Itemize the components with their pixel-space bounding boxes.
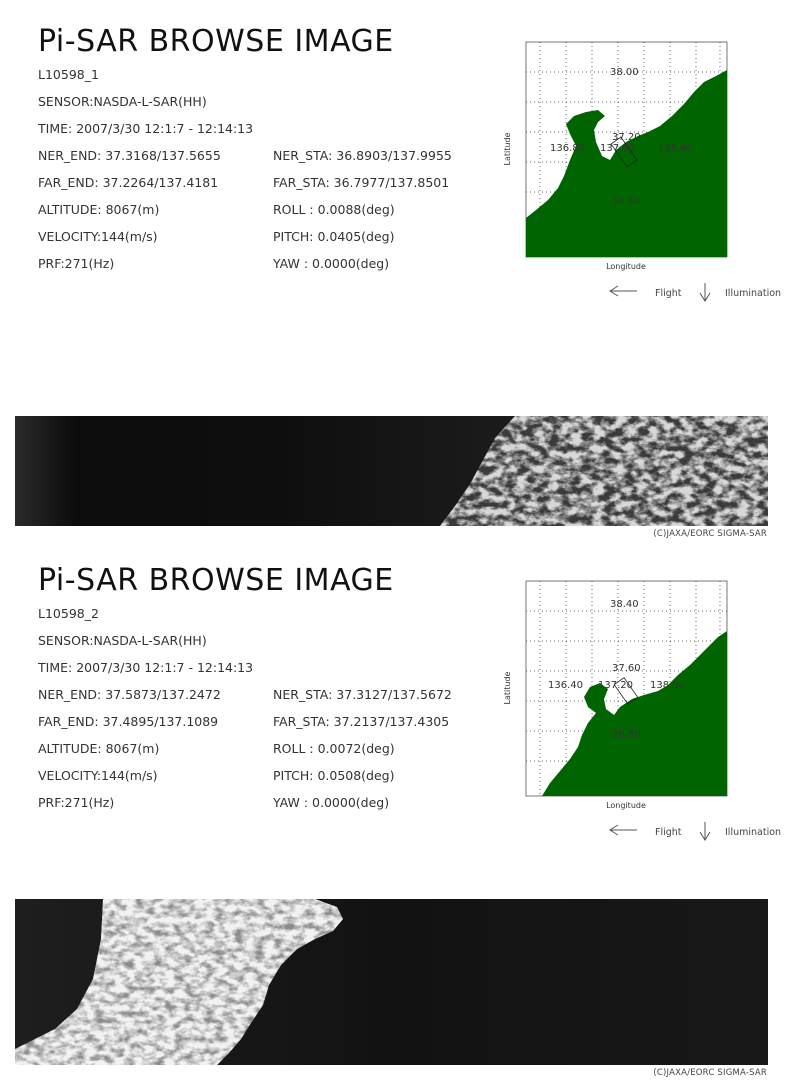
page-title: Pi-SAR BROWSE IMAGE (38, 563, 394, 598)
altitude: ALTITUDE: 8067(m) (38, 202, 160, 217)
browse-image-block-2 (0, 539, 785, 1079)
illumination-label: Illumination (725, 827, 782, 838)
illumination-arrow-icon (700, 822, 710, 840)
prf: PRF:271(Hz) (38, 795, 115, 810)
lat-label-top: 38.00 (610, 67, 639, 78)
map-ylabel: Latitude (503, 671, 512, 705)
sar-browse-image (15, 899, 768, 1065)
far-sta: FAR_STA: 37.2137/137.4305 (273, 714, 450, 729)
scene-id: L10598_2 (38, 606, 99, 621)
lat-label-low: 36.40 (612, 196, 641, 207)
scene-id: L10598_1 (38, 67, 99, 82)
map-ylabel: Latitude (503, 132, 512, 166)
pitch: PITCH: 0.0508(deg) (273, 768, 395, 783)
sensor-info: SENSOR:NASDA-L-SAR(HH) (38, 633, 207, 648)
illumination-arrow-icon (700, 283, 710, 301)
flight-arrow-icon (610, 825, 637, 835)
lat-label-low: 36.80 (612, 729, 641, 740)
roll: ROLL : 0.0088(deg) (273, 202, 395, 217)
location-map (498, 38, 738, 273)
lon-label-mid: 137.20 (598, 680, 633, 691)
lat-label-top: 38.40 (610, 599, 639, 610)
ner-end: NER_END: 37.5873/137.2472 (38, 687, 221, 702)
lon-label-right: 138.40 (658, 143, 693, 154)
far-end: FAR_END: 37.4895/137.1089 (38, 714, 219, 729)
yaw: YAW : 0.0000(deg) (273, 256, 390, 271)
copyright-text: (C)JAXA/EORC SIGMA-SAR (653, 529, 767, 539)
lat-label-mid: 37.20 (612, 132, 641, 143)
copyright-text: (C)JAXA/EORC SIGMA-SAR (653, 1068, 767, 1078)
yaw: YAW : 0.0000(deg) (273, 795, 390, 810)
flight-arrow-icon (610, 286, 637, 296)
map-xlabel: Longitude (606, 262, 646, 271)
velocity: VELOCITY:144(m/s) (38, 768, 158, 783)
flight-label: Flight (655, 288, 682, 299)
illumination-label: Illumination (725, 288, 782, 299)
direction-legend (605, 820, 785, 844)
lon-label-left: 136.40 (548, 680, 583, 691)
time-info: TIME: 2007/3/30 12:1:7 - 12:14:13 (38, 121, 254, 136)
map-xlabel: Longitude (606, 801, 646, 810)
far-sta: FAR_STA: 36.7977/137.8501 (273, 175, 450, 190)
time-info: TIME: 2007/3/30 12:1:7 - 12:14:13 (38, 660, 254, 675)
prf: PRF:271(Hz) (38, 256, 115, 271)
sensor-info: SENSOR:NASDA-L-SAR(HH) (38, 94, 207, 109)
lat-label-mid: 37.60 (612, 663, 641, 674)
lon-label-left: 136.80 (550, 143, 585, 154)
direction-legend (605, 281, 785, 305)
pitch: PITCH: 0.0405(deg) (273, 229, 395, 244)
lon-label-mid: 137.60 (600, 143, 635, 154)
velocity: VELOCITY:144(m/s) (38, 229, 158, 244)
ner-end: NER_END: 37.3168/137.5655 (38, 148, 221, 163)
far-end: FAR_END: 37.2264/137.4181 (38, 175, 219, 190)
roll: ROLL : 0.0072(deg) (273, 741, 395, 756)
page-title: Pi-SAR BROWSE IMAGE (38, 24, 394, 59)
sar-browse-image (15, 416, 768, 526)
flight-label: Flight (655, 827, 682, 838)
ner-sta: NER_STA: 37.3127/137.5672 (273, 687, 452, 702)
altitude: ALTITUDE: 8067(m) (38, 741, 160, 756)
location-map (498, 577, 738, 812)
ner-sta: NER_STA: 36.8903/137.9955 (273, 148, 452, 163)
lon-label-right: 138.00 (650, 680, 685, 691)
